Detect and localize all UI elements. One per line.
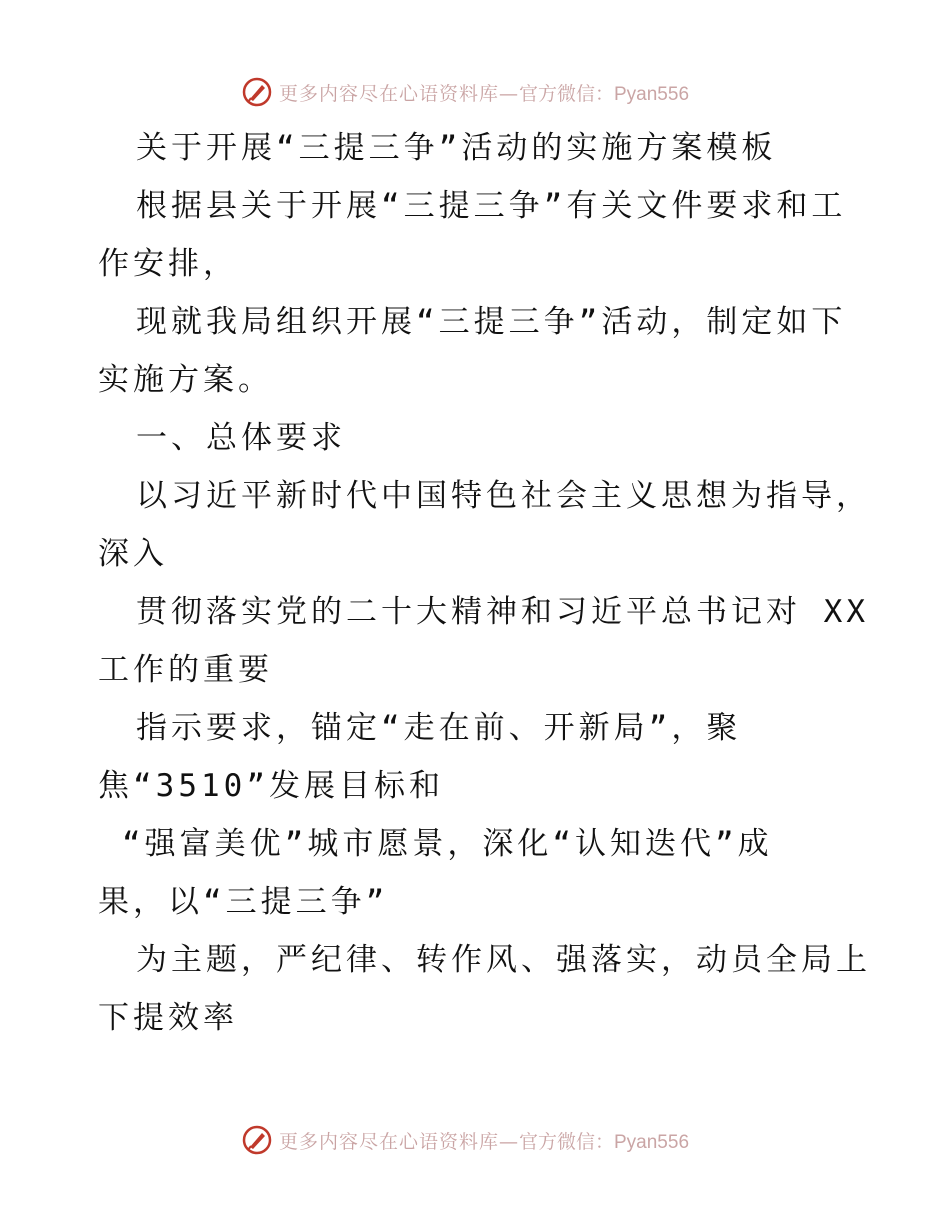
quill-logo-icon — [241, 1124, 273, 1156]
watermark-brand: 更多内容尽在心语资料库 — [278, 82, 499, 105]
paragraph-line: 果，以“三提三争” — [98, 884, 389, 920]
document-title: 关于开展“三提三争”活动的实施方案模板 — [136, 130, 777, 166]
paragraph-line: 以习近平新时代中国特色社会主义思想为指导， — [136, 478, 871, 514]
quill-logo-icon — [241, 76, 273, 108]
watermark-brand: 更多内容尽在心语资料库 — [278, 1130, 499, 1153]
paragraph-line: 下提效率 — [98, 1000, 238, 1036]
watermark-wechat: 官方微信：Pyan556 — [519, 83, 690, 105]
paragraph-line: 深入 — [98, 536, 168, 572]
paragraph-line: 根据县关于开展“三提三争”有关文件要求和工 — [136, 188, 847, 224]
paragraph-line: 指示要求，锚定“走在前、开新局”，聚 — [136, 710, 742, 746]
paragraph-line: 焦“3510”发展目标和 — [98, 768, 444, 804]
paragraph-line: 现就我局组织开展“三提三争”活动，制定如下 — [136, 304, 847, 340]
paragraph-line: 作安排， — [98, 246, 238, 282]
watermark-separator: — — [499, 82, 519, 105]
section-heading: 一、总体要求 — [136, 420, 346, 456]
watermark-text — [279, 79, 689, 106]
paragraph-line: 贯彻落实党的二十大精神和习近平总书记对 XX — [136, 594, 869, 630]
watermark-separator: — — [499, 1130, 519, 1153]
footer-watermark — [0, 1120, 950, 1160]
watermark-wechat: 官方微信：Pyan556 — [519, 1131, 690, 1153]
paragraph-line: “强富美优”城市愿景，深化“认知迭代”成 — [122, 826, 773, 862]
paragraph-line: 实施方案。 — [98, 362, 273, 398]
header-watermark — [0, 72, 950, 112]
paragraph-line: 工作的重要 — [98, 652, 273, 688]
paragraph-line: 为主题，严纪律、转作风、强落实，动员全局上 — [136, 942, 871, 978]
watermark-text — [279, 1127, 689, 1154]
